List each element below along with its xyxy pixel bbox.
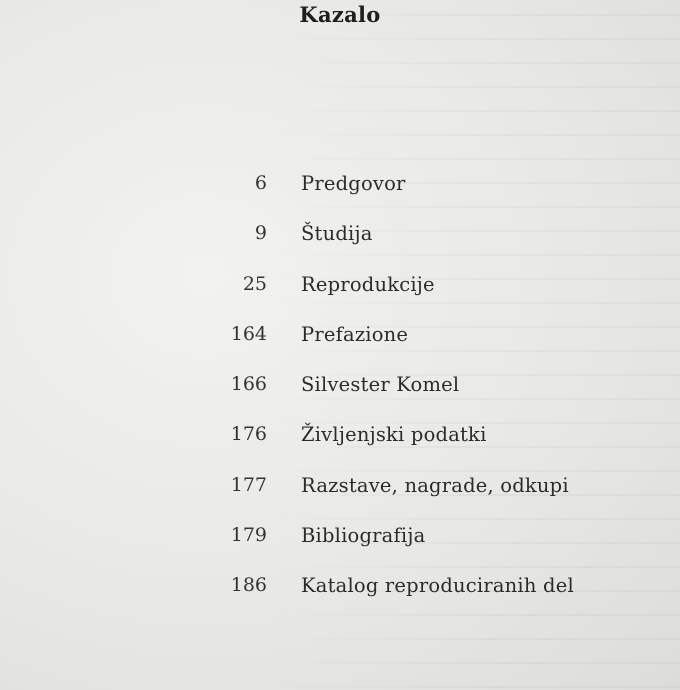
toc-entry-title: Razstave, nagrade, odkupi xyxy=(301,473,569,497)
toc-entry-title: Prefazione xyxy=(301,322,409,346)
table-of-contents xyxy=(0,168,680,621)
toc-page-number: 166 xyxy=(230,373,267,396)
toc-page-number: 186 xyxy=(230,574,267,597)
toc-entry-title: Življenjski podatki xyxy=(301,423,487,447)
toc-entry xyxy=(0,269,680,319)
toc-entry-title: Katalog reproduciranih del xyxy=(301,574,574,598)
toc-entry-title: Predgovor xyxy=(301,172,406,195)
page-title: Kazalo xyxy=(299,2,381,27)
toc-entry xyxy=(0,419,680,469)
toc-page-number: 164 xyxy=(230,322,267,345)
toc-entry-title: Reprodukcije xyxy=(301,272,435,296)
toc-entry-title: Študija xyxy=(301,222,373,246)
toc-entry xyxy=(0,470,680,520)
toc-entry xyxy=(0,369,680,419)
toc-entry xyxy=(0,520,680,570)
toc-entry xyxy=(0,218,680,268)
toc-entry-title: Bibliografija xyxy=(301,524,426,548)
toc-page-number: 176 xyxy=(230,423,267,446)
toc-entry xyxy=(0,168,680,218)
toc-page-number: 9 xyxy=(254,222,267,245)
toc-page-number: 6 xyxy=(254,172,267,194)
toc-page-number: 177 xyxy=(230,473,267,496)
toc-page-number: 179 xyxy=(230,524,267,547)
toc-entry-title: Silvester Komel xyxy=(301,373,460,397)
toc-entry xyxy=(0,570,680,620)
toc-page-number: 25 xyxy=(242,272,267,295)
toc-entry xyxy=(0,319,680,369)
